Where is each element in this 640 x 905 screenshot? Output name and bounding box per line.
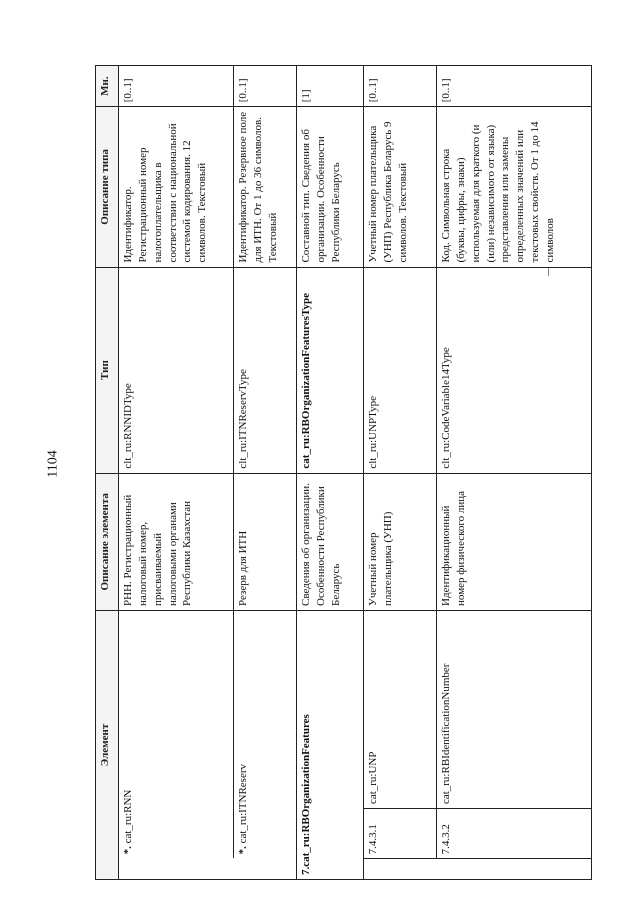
- rotated-table-wrapper: [95, 65, 635, 880]
- row-type: cat_ru:RBOrganizationFeaturesType: [297, 267, 364, 473]
- row-type: clt_ru:RNNIDType: [119, 267, 234, 473]
- table-row: [364, 66, 437, 880]
- schema-table: [95, 65, 592, 880]
- row-indent: [119, 859, 234, 880]
- row-element: 7.cat_ru:RBOrganizationFeatures: [297, 610, 364, 879]
- row-element-description: Резерв для ИТН: [234, 473, 297, 610]
- row-element-description: Сведения об организации. Особенности Республики Беларусь: [297, 473, 364, 610]
- row-element-description: РНН. Регистрационный налоговый номер, присваиваемый налоговыми органами Республики Казахстан: [119, 473, 234, 610]
- row-multiplicity: [0..1]: [364, 66, 437, 107]
- row-type-description: Код. Символьная строка (буквы, цифры, знаки) используемая для краткого (и (или) независимого от языка) представления или замены определенных значений или текстовых свойств. От 1 до 14 символов: [437, 107, 592, 267]
- rotated-page-content: [95, 65, 635, 880]
- row-indent: [437, 859, 592, 880]
- table-row: [437, 66, 592, 880]
- row-element: *. cat_ru:RNN: [119, 610, 234, 858]
- row-indent: [234, 859, 297, 880]
- header-type-description: Описание типа: [96, 107, 119, 267]
- row-multiplicity: [0..1]: [119, 66, 234, 107]
- header-type: Тип: [96, 267, 119, 473]
- header-element: Элемент: [96, 610, 119, 879]
- row-type: clt_ru:CodeVariable14Type: [437, 267, 592, 473]
- header-multiplicity: Мн.: [96, 66, 119, 107]
- row-type-description: Идентификатор. Регистрационный номер налогоплательщика в соответствии с национальной системой кодирования. 12 символов. Текстовый: [119, 107, 234, 267]
- row-type-description: Идентификатор. Резервное поле для ИТН. От 1 до 36 символов. Текстовый: [234, 107, 297, 267]
- table-header-row: [96, 66, 119, 880]
- row-element: cat_ru:RBIdentificationNumber: [437, 610, 592, 808]
- row-type-description: Составной тип. Сведения об организации. Особенности Республики Беларусь: [297, 107, 364, 267]
- row-multiplicity: [0..1]: [437, 66, 592, 107]
- row-type: clt_ru:ITNReservType: [234, 267, 297, 473]
- table-row: [119, 66, 234, 880]
- row-element-description: Учетный номер плательщика (УНП): [364, 473, 437, 610]
- row-number: 7.4.3.1: [364, 809, 437, 859]
- row-multiplicity: [1]: [297, 66, 364, 107]
- row-element-description: Идентификационный номер физического лица: [437, 473, 592, 610]
- row-type-description: Учетный номер плательщика (УНП) Республика Беларусь 9 символов. Текстовый: [364, 107, 437, 267]
- table-row: [234, 66, 297, 880]
- header-element-description: Описание элемента: [96, 473, 119, 610]
- row-element: *. cat_ru:ITNReserv: [234, 610, 297, 858]
- table-row: [297, 66, 364, 880]
- row-indent: [364, 859, 437, 880]
- row-element: cat_ru:UNP: [364, 610, 437, 808]
- row-multiplicity: [0..1]: [234, 66, 297, 107]
- page-number: 1104: [45, 450, 61, 478]
- row-number: 7.4.3.2: [437, 809, 592, 859]
- row-type: clt_ru:UNPType: [364, 267, 437, 473]
